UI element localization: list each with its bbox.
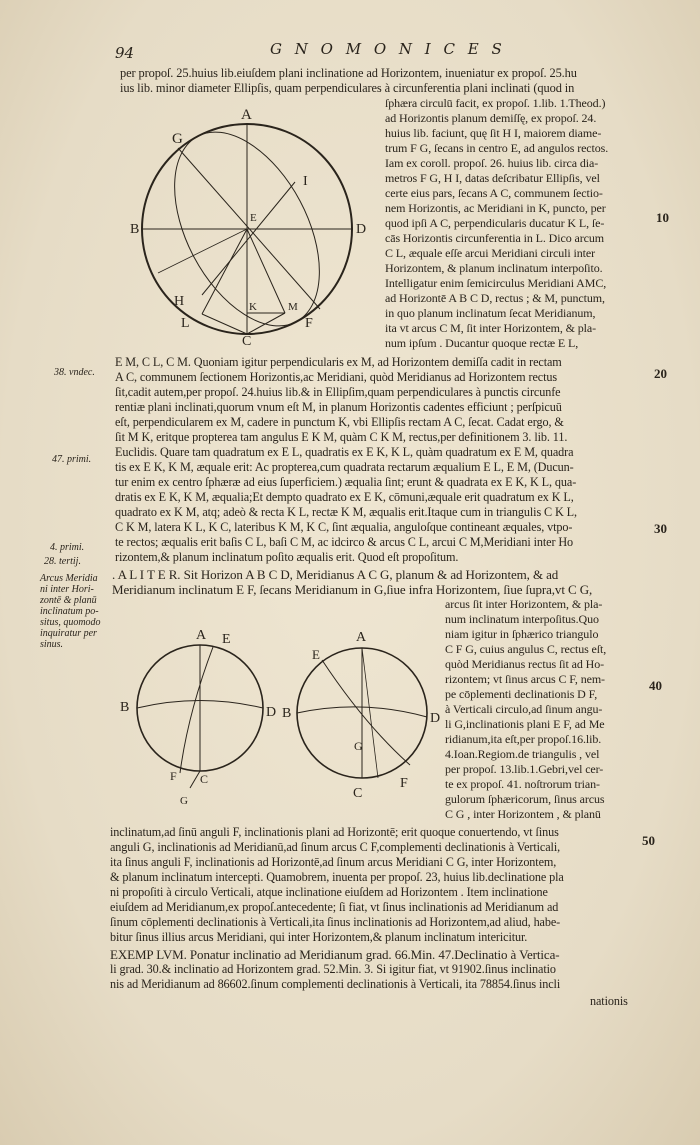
text-line: Meridianum inclinatum E F, ſecans Meridianum in G,ſiue infra Horizontem, ſiue ſupra,vt C G, [112,582,593,597]
margin-note-line: sinus. [40,639,64,650]
text-line: C G , inter Horizontem , & planū [445,807,601,821]
text-line: nationis [590,994,628,1008]
margin-note-line: ni inter Hori- [40,584,94,595]
text-line: te ex propoſ. 41. noſtrorum trian- [445,777,600,791]
text-line: huius lib. faciunt, quę ſit H I, maiorem diame- [385,126,602,140]
text-line: num inclinatum interpoſitus.Quo [445,612,599,626]
text-line: C L, æquale eſſe arcui Meridiani circuli inter [385,246,595,260]
line-number: 10 [656,210,669,225]
text-line: ſit M K, eritque propterea tam angulus E K M, quàm C K M, rectus,per definitionem 3. lib. 11. [115,430,568,444]
fig1-label-e: E [250,212,257,224]
fig1-label-f: F [305,316,313,331]
text-line: ſphæra circulū facit, ex propoſ. 1.lib. 1.Theod.) [385,96,606,110]
text-line: niam igitur in ſphærico triangulo [445,627,599,641]
figure-ellipse-diagram [130,105,385,345]
margin-note-line: inclinatum po- [40,606,99,617]
fig1-label-i: I [303,174,308,189]
line-number: 20 [654,366,667,381]
text-line: anguli G, inclinationis ad Meridianū,ad ſinum arcus C F,complementi declinationis à Verticali, [110,840,561,854]
text-line: ad Horizontē A B C D, rectus ; & M, punctum, [385,291,605,305]
fig1-label-b: B [130,222,140,237]
running-title: G N O M O N I C E S [270,40,506,58]
text-line: quòd Meridianus rectus ſit ad Ho- [445,657,604,671]
line-number: 40 [649,678,662,693]
margin-note-block [40,573,101,650]
text-line: nis ad Meridianum ad 86602.ſinum complementi declinationis à Verticali, ita 78854.ſinus incli [110,977,561,991]
fig1-label-m: M [288,301,298,313]
text-line: metros F G, H I, datas deſcribatur Ellipſis, vel [385,171,600,185]
text-line: ita ſinus anguli F, inclinationis ad Horizontē,ad ſinum arcus Meridiani C G, inter Horizontem, [110,855,557,869]
text-line: rizontem; vt ſinus arcus C F, nem- [445,672,605,686]
text-line: per propoſ. 25.huius lib.eiuſdem plani inclinatione ad Horizontem, inueniatur ex propoſ. 25.hu [120,66,577,80]
text-line: ius lib. minor diameter Ellipſis, quam perpendiculares à circunferentia plani inclinati (quod in [120,81,575,95]
fig3-label-c: C [353,786,363,801]
text-line: eſt, perpendicularem ex M, cadere in punctum K, vbi Ellipſis rectam A C, ſecat. Cadat ergo, & [115,415,564,429]
text-line: Horizontem, & planum inclinatum interpoſito. [385,261,603,275]
text-line: Intelligatur enim ſemicirculus Meridiani AMC, [385,276,607,290]
text-line: 4.Ioan.Regiom.de triangulis , vel [445,747,600,761]
text-line: ita vt arcus C M, ſit inter Horizontem, & pla- [385,321,597,335]
text-line: certe eius pars, ſecans A C, communem ſectio- [385,186,603,200]
line-number: 30 [654,521,667,536]
fig2-label-d: D [266,705,277,720]
text-line: trum F G, ſecans in centro E, ad angulos rectos. [385,141,609,155]
text-line: gulorum ſphæricorum, ſinus arcus [445,792,605,806]
margin-note: 38. vndec. [54,367,95,378]
text-line: inclinatum,ad ſinū anguli F, inclinationis plani ad Horizontē; erit quoque conuertendo, vt ſinus [110,825,559,839]
text-line: num ipſum . Ducantur quoque rectæ E L, [385,336,579,350]
margin-note-line: zontē & planū [40,595,97,606]
text-line: EXEMP LVM. Ponatur inclinatio ad Meridianum grad. 66.Min. 47.Declinatio à Vertica- [110,947,560,962]
text-line: ſit,cadit autem,per propoſ. 24.huius lib.& in Ellipſim,quam perpendiculares à punctis circunfe [115,385,561,399]
text-line: dratis ex E K, K M, æqualia;Et dempto quadrato ex E K, cōmuni,æquale erit quadratum ex K L, [115,490,574,504]
fig2-label-a: A [196,628,207,643]
text-line: ſinum cōplementi declinationis à Verticali,ita ſinus inclinationis ad Horizontem,ad aliud, habe- [110,915,561,929]
margin-note: 4. primi. [50,542,85,553]
fig3-label-f: F [400,776,408,791]
text-line: cās Horizontis circunferentia in L. Dico arcum [385,231,604,245]
margin-note: 28. tertij. [44,556,81,567]
figure-sphere-right [280,625,440,805]
text-line: quadrato ex K M, atq; adeò & recta K L, rectæ K M, æqualis erit.Itaque cum in triangulis C K L, [115,505,577,519]
text-line: C K M, latera K L, K C, lateribus K M, K C, ſint æqualia, anguloſque contineant æquales, vtpo- [115,520,573,534]
fig1-label-l: L [181,316,190,331]
text-line: Euclidis. Quare tam quadratum ex E L, quadratis ex E K, K L, quàm quadratum ex E M, quadra [115,445,574,459]
text-line: tur enim ex centro ſphæræ ad eius ſuperficiem.) æqualia ſint; erunt & quadrata ex E K, K L, qua- [115,475,577,489]
text-line: E M, C L, C M. Quoniam igitur perpendicularis ex M, ad Horizontem demiſſa cadit in rectam [115,355,562,369]
fig1-label-d: D [356,222,367,237]
fig2-label-f: F [170,769,177,783]
text-line: li G,inclinationis plani E F, ad Me [445,717,605,731]
text-line: ni propoſiti à circulo Verticali, atque inclinatione eiuſdem ad Horizontem . Item inclinatione [110,885,548,899]
fig3-label-d: D [430,711,440,726]
text-line: ad Horizontis planum demiſſę, ex propoſ. 24. [385,111,597,125]
fig2-label-b: B [120,700,130,715]
fig2-label-c: C [200,772,209,786]
text-line: rentiæ plani inclinati,quorum vnum eſt M, in planum Horizontis cadentes efficiunt ; perſpicuū [115,400,562,414]
fig1-label-h: H [174,294,185,309]
text-line: li grad. 30.& inclinatio ad Horizontem grad. 52.Min. 3. Si igitur fiat, vt 91902.ſinus inclinatio [110,962,556,976]
text-line: quod ipſi A C, perpendicularis ducatur K L, ſe- [385,216,605,230]
margin-note: 47. primi. [52,454,92,465]
text-line: A C, communem ſectionem Horizontis,ac Meridiani, quòd Meridianus ad Horizontem rectus [115,370,557,384]
fig3-label-b: B [282,706,292,721]
text-line: eiuſdem ad Meridianum,ex propoſ.antecedente; ſi fiat, vt ſinus inclinationis ad Meridianum ad [110,900,559,914]
fig1-label-a: A [241,107,252,123]
text-line: pe cōplementi declinationis D F, [445,687,598,701]
fig2-label-g: G [180,795,188,807]
text-line: . A L I T E R. Sit Horizon A B C D, Meridianus A C G, planum & ad Horizontem, & ad [112,567,559,582]
text-line: in quo planum inclinatum ſecat Meridianum, [385,306,596,320]
fig1-label-g: G [172,131,183,147]
fig3-label-e: E [312,647,320,662]
figure-sphere-left [118,623,278,808]
fig1-label-k: K [249,301,257,313]
fig3-label-g: G [354,739,363,753]
line-number: 50 [642,833,655,848]
text-line: arcus ſit inter Horizontem, & pla- [445,597,603,611]
text-line: per propoſ. 13.lib.1.Gebri,vel cer- [445,762,604,776]
text-line: Iam ex coroll. propoſ. 26. huius lib. circa dia- [385,156,599,170]
text-line: nem Horizontis, ac Meridiani in K, puncto, per [385,201,606,215]
margin-note-line: inquiratur per [40,628,97,639]
text-line: te rectos; æqualis erit baſis C L, baſi C M, ac idcirco & arcus C L, arcui C M,Meridiani inter Ho [115,535,574,549]
text-line: tis ex E K, K M, æquale erit: Ac propterea,cum quadrata rectarum æqualium E L, E M, (Ducun- [115,460,574,474]
text-line: à Verticali circulo,ad ſinum angu- [445,702,603,716]
text-line: C F G, cuius angulus C, rectus eſt, [445,642,607,656]
text-line: bitur ſinus illius arcus Meridiani, qui inter Horizontem,& planum inclinatum intericitur. [110,930,528,944]
page-number: 94 [115,44,135,62]
margin-note-line: situs, quomodo [40,617,101,628]
text-line: rizontem,& planum inclinatum poſito æqualis erit. Quod eſt propoſitum. [115,550,459,564]
fig2-label-e: E [222,632,231,647]
fig3-label-a: A [356,630,367,645]
fig1-label-c: C [242,334,252,345]
text-line: ridianum,ita eſt,per propoſ.16.lib. [445,732,602,746]
text-line: & planum inclinatum intercepti. Quamobrem, inuenta per propoſ. 23, huius lib.declinatione pla [110,870,564,884]
margin-note-line: Arcus Meridia [40,573,98,584]
